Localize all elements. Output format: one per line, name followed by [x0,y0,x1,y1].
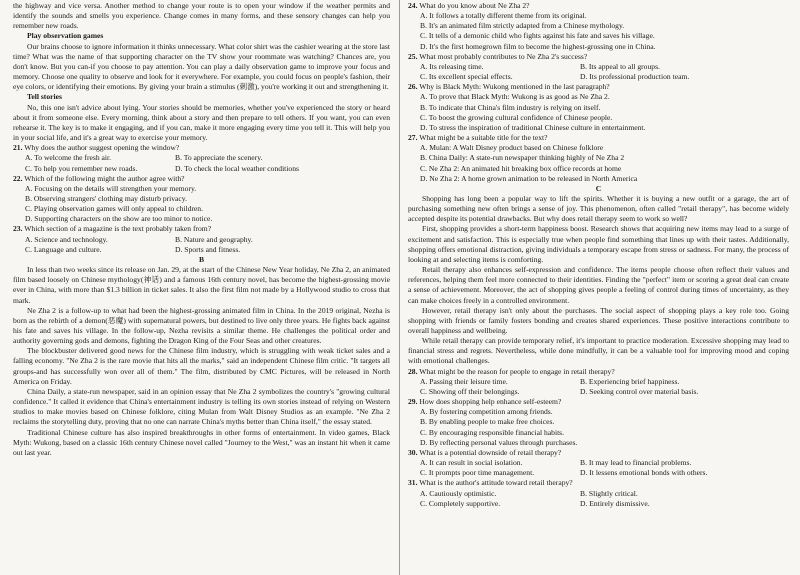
option-b[interactable]: B. Experiencing brief happiness. [580,376,680,386]
question-number: 31. [408,478,418,488]
section-c-heading: C [595,183,602,193]
option-c[interactable]: C. Its excellent special effects. [420,72,513,82]
option-a[interactable]: A. Cautiously optimistic. [420,488,497,498]
option-b[interactable]: B. To indicate that China's film industry is relying on itself. [420,102,601,112]
question-stem: What is a potential downside of retail therapy? [419,447,562,457]
question-stem: Why is Black Myth: Wukong mentioned in the last paragraph? [419,82,610,92]
option-d[interactable]: D. Entirely dismissive. [580,498,650,508]
option-c[interactable]: C. To help you remember new roads. [25,163,138,173]
option-a[interactable]: A. Science and technology. [25,234,108,244]
passage-a-paragraph: No, this one isn't advice about lying. Your stories should be memories, whether you've experienced the story or heard about it from someone else. Every morning, think about a story and then prepare to tell others. If you want, you can even rehearse it. The key is to make it engaging, and if you can, make it more engaging every time you tell it. This will help you in your social life, and it's a great way to exercise your memory. [13,102,390,143]
right-column [408,1,789,509]
question-22 [13,174,390,225]
question-stem: How does shopping help enhance self-esteem? [419,397,562,407]
question-number: 30. [408,447,418,457]
option-d[interactable]: D. By reflecting personal values through purchases. [420,437,578,447]
question-stem: Why does the author suggest opening the window? [24,143,180,153]
subheading-tell: Tell stories [27,92,62,102]
option-b[interactable]: B. Its appeal to all groups. [580,61,660,71]
question-31 [408,478,789,508]
question-21 [13,143,390,173]
option-a[interactable]: A. Passing their leisure time. [420,376,508,386]
passage-a-paragraph: the highway and vice versa. Another method to change your route is to open your window if the weather permits and identify the sounds and smells you experience. Change comes in many forms, and these sensory changes can help you remember new roads. [13,1,390,31]
option-c[interactable]: C. It prompts poor time management. [420,468,535,478]
question-stem: What might be a suitable title for the text? [419,133,548,143]
passage-b-paragraph: Traditional Chinese culture has also inspired breakthroughs in other forms of entertainment. In video games, Black Myth: Wukong, based on a classic 16th century Chinese novel called "Journey to the West," was an instant hit when it came out last year. [13,427,390,457]
passage-c-paragraph: First, shopping provides a short-term happiness boost. Research shows that acquiring new items may lead to a surge of excitement and satisfaction. This is especially true when people find something that lines up with their tastes. Additionally, shopping offers emotional distraction, giving individuals a temporary escape from stress or sadness. For many, the process of looking at and selecting items is comforting. [408,224,789,264]
question-number: 27. [408,133,418,143]
option-d[interactable]: D. To stress the inspiration of traditional Chinese culture in entertainment. [420,122,646,132]
option-a[interactable]: A. Mulan: A Walt Disney product based on Chinese folklore [420,143,604,153]
question-stem: What most probably contributes to Ne Zha 2's success? [419,51,588,61]
option-a[interactable]: A. Focusing on the details will strengthen your memory. [25,183,197,193]
question-28 [408,367,789,397]
option-d[interactable]: D. Its professional production team. [580,72,690,82]
question-number: 28. [408,366,418,376]
option-b[interactable]: B. Slightly critical. [580,488,638,498]
option-c[interactable]: C. Showing off their belongings. [420,386,520,396]
option-d[interactable]: D. Sports and fitness. [175,244,241,254]
left-column [13,1,390,458]
question-29 [408,397,789,448]
question-number: 21. [13,143,23,153]
option-d[interactable]: D. Supporting characters on the show are too minor to notice. [25,214,213,224]
question-number: 26. [408,82,418,92]
option-b[interactable]: B. Observing strangers' clothing may disturb privacy. [25,193,188,203]
question-25 [408,52,789,82]
question-30 [408,448,789,478]
option-a[interactable]: A. Its releasing time. [420,61,484,71]
option-c[interactable]: C. It tells of a demonic child who fights against his fate and saves his village. [420,31,655,41]
option-b[interactable]: B. China Daily: A state-run newspaper thinking highly of Ne Zha 2 [420,153,625,163]
passage-b-paragraph: In less than two weeks since its release on Jan. 29, at the start of the Chinese New Year holiday, Ne Zha 2, an animated film based loosely on Chinese mythology(神话) and a famous 16th century novel, has become the highest-grossing movie ever in China, with more than $1.3 billion in ticket sales. It also the first film not made by a Hollywood studio to cross that mark. [13,265,390,305]
option-d[interactable]: D. Ne Zha 2: A home grown animation to be released in North America [420,173,638,183]
question-number: 24. [408,1,418,10]
option-d[interactable]: D. To check the local weather conditions [175,163,299,173]
passage-c-paragraph: Shopping has long been a popular way to lift the spirits. Whether it is buying a new outfit or a garage, the art of purchasing something new often brings a sense of joy. This phenomenon, often called "retail therapy", has become widely accepted despite its potential drawbacks. But why does retail therapy seem to work so well? [408,193,789,224]
question-24 [408,1,789,52]
option-a[interactable]: A. It follows a totally different theme from its original. [420,11,587,21]
question-stem: Which of the following might the author agree with? [24,173,185,183]
option-b[interactable]: B. Nature and geography. [175,234,253,244]
option-c[interactable]: C. By encouraging responsible financial habits. [420,427,565,437]
column-divider [399,0,400,575]
question-number: 29. [408,397,418,407]
option-a[interactable]: A. To welcome the fresh air. [25,153,111,163]
section-b-heading: B [198,254,205,264]
option-b[interactable]: B. By enabling people to make free choices. [420,417,555,427]
passage-b-paragraph: Ne Zha 2 is a follow-up to what had been the highest-grossing animated film in China. In the 2019 original, Nezha is born as the rebirth of a demon(恶魔) with supernatural powers, but destined to live only three years. He fights back against his fate and saves his village. In the follow-up, Nezha revisits a similar theme. He challenges the political order and authority governing gods and demons, fighting the Dragon King of the Four Seas and other creatures. [13,305,390,346]
passage-a-paragraph: Our brains choose to ignore information it thinks unnecessary. What color shirt was the cashier wearing at the store last time? What was the name of that supporting character on the TV show your roommate was watching? Chances are, you don't know. But you can-if you choose to pay attention. You can play a daily observation game to improve your focus and memory. Choose one quality to observe and look for it everywhere. For example, you could focus on people's fashion, their eye colors, or identifying their emotions. By giving your brain a stimulus (刺激), you're working it out and strengthening it. [13,41,390,92]
option-d[interactable]: D. It lessens emotional bonds with others. [580,468,708,478]
question-number: 25. [408,51,418,61]
passage-c-paragraph: However, retail therapy isn't only about the purchases. The social aspect of shopping plays a key role too. Going shopping with friends or family fosters bonding and creates shared experiences. These positive interactions contribute to overall happiness and wellbeing. [408,305,789,335]
passage-c-paragraph: Retail therapy also enhances self-expression and confidence. The items people choose often reflect their values and references, helping them feel more connected to their identities. Finding the "perfect" item or scoring a great deal can create a sense of achievement. Moreover, the act of shopping gives people a feeling of control during times of uncertainty, as they can make choices freely in a controlled environment. [408,265,789,305]
question-stem: What might be the reason for people to engage in retail therapy? [419,366,615,376]
option-c[interactable]: C. Ne Zha 2: An animated hit breaking box office records at home [420,163,622,173]
option-b[interactable]: B. It may lead to financial problems. [580,458,692,468]
question-stem: Which section of a magazine is the text probably taken from? [24,224,212,234]
subheading-play: Play observation games [27,31,104,41]
question-stem: What is the author's attitude toward retail therapy? [419,478,573,488]
option-c[interactable]: C. Completely supportive. [420,498,501,508]
question-23 [13,224,390,254]
option-a[interactable]: A. By fostering competition among friends. [420,407,553,417]
option-a[interactable]: A. It can result in social isolation. [420,458,523,468]
option-c[interactable]: C. To boost the growing cultural confidence of Chinese people. [420,112,613,122]
question-number: 22. [13,173,23,183]
passage-c-paragraph: While retail therapy can provide temporary relief, it's important to practice moderation. Excessive shopping may lead to financial stress and regrets. Nevertheless, while done mindfully, it can be a valuable tool for improving mood and coping with emotional challenges. [408,336,789,366]
question-stem: What do you know about Ne Zha 2? [419,1,530,10]
option-b[interactable]: B. To appreciate the scenery. [175,153,263,163]
option-c[interactable]: C. Playing observation games will only appeal to children. [25,204,203,214]
passage-b-paragraph: The blockbuster delivered good news for the Chinese film industry, which is struggling with weak ticket sales and a falling economy. "Ne Zha 2 is the rare movie that hits all the marks," said an independent Chinese film critic. "It targets all groups-and has successfully won over all of them." The film, distributed by CMC Pictures, will be released in North America on Friday. [13,346,390,386]
question-27 [408,133,789,184]
question-26 [408,82,789,133]
option-a[interactable]: A. To prove that Black Myth: Wukong is as good as Ne Zha 2. [420,92,610,102]
passage-b-paragraph: China Daily, a state-run newspaper, said in an opinion essay that Ne Zha 2 symbolizes the country's "growing cultural confidence." It called it evidence that China's entertainment industry is telling its own stories instead of relying on Western studios to make movies based on Chinese folklore, citing Mulan from Walt Disney Studios as an example. "Ne Zha 2 reclaims the storytelling duty, proving that no one can narrate China's myths better than China itself," the essay stated. [13,386,390,427]
question-number: 23. [13,224,23,234]
option-c[interactable]: C. Language and culture. [25,244,102,254]
option-b[interactable]: B. It's an animated film strictly adapted from a Chinese mythology. [420,21,625,31]
option-d[interactable]: D. Seeking control over material basis. [580,386,699,396]
option-d[interactable]: D. It's the first homegrown film to become the highest-grossing one in China. [420,41,656,51]
